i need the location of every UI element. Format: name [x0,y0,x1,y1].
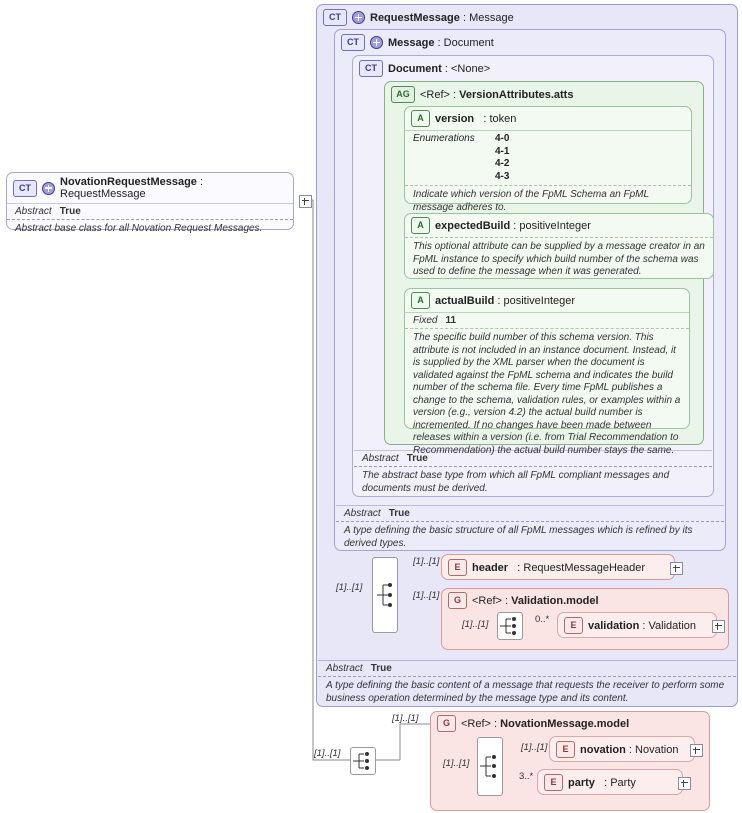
node-type: RequestMessage [60,188,146,200]
message-type: Document [443,36,494,49]
attribute-type: positiveInteger [519,219,591,232]
request-message-name: RequestMessage [370,11,460,24]
expand-toggle-left-node[interactable] [299,195,312,208]
request-message-footer [318,660,736,710]
group-header [442,589,728,612]
enum-value: 4-3 [495,170,510,182]
ref-label: <Ref> [461,717,491,730]
request-message-description: A type defining the basic content of a message that requests the receiver to perform some business operation determined by the message type and its content. [326,680,725,704]
attribute-group-header [385,82,703,106]
abstract-row [318,661,736,676]
complex-type-icon: CT [341,34,365,51]
message-footer [336,505,724,555]
root-sequence-multiplicity: [1]..[1] [314,748,341,759]
ref-label: <Ref> [420,88,450,101]
element-icon: E [564,617,583,634]
request-message-type: Message [469,11,514,24]
attribute-title: version : token [435,112,517,125]
attribute-description: Indicate which version of the FpML Schema an FpML message adheres to. [413,189,649,213]
element-novation[interactable] [549,736,695,762]
abstract-label: Abstract [15,206,52,217]
abstract-row [336,506,724,521]
attribute-group-icon: AG [391,86,415,103]
expand-toggle-validation[interactable] [712,620,725,633]
attribute-type: token [489,112,517,125]
enum-value: 4-0 [495,133,510,144]
sequence-compositor-message[interactable] [372,557,398,633]
party-occurrence: 3..* [519,771,534,782]
ref-label: <Ref> [472,594,502,607]
group-name: Validation.model [511,594,599,607]
attribute-group-name: VersionAttributes.atts [459,88,574,101]
element-title: validation : Validation [588,619,697,632]
attribute-header [405,289,689,312]
group-header [431,712,709,735]
node-type-sep: : [200,176,204,188]
element-name: header [472,561,509,574]
message-title: Message : Document [388,36,494,49]
attribute-icon: A [411,292,430,309]
document-name: Document [388,62,442,75]
element-header[interactable] [441,554,675,580]
abstract-label: Abstract [344,508,381,519]
complex-type-icon: CT [13,180,37,197]
element-type: Novation [635,743,679,756]
abstract-value: True [59,206,81,217]
attribute-actual-build[interactable] [404,288,690,456]
element-type: Validation [648,619,697,632]
sequence-compositor-root[interactable] [350,747,376,775]
expand-toggle-party[interactable] [678,777,691,790]
node-novation-request-message[interactable] [6,172,294,234]
message-name: Message [388,36,435,49]
fixed-value: 11 [445,315,457,326]
node-name: NovationRequestMessage [60,176,197,188]
group-title: <Ref> : Validation.model [472,594,599,607]
element-title: party : Party [568,776,636,789]
fixed-label: Fixed [413,315,438,326]
expand-dot-icon[interactable] [352,11,365,24]
group-icon: G [448,592,467,609]
attribute-name: expectedBuild [435,219,511,232]
element-type: RequestMessageHeader [523,561,646,574]
element-title: novation : Novation [580,743,679,756]
node-title [60,176,287,200]
sequence-compositor-novation[interactable] [477,737,503,796]
sequence-multiplicity: [1]..[1] [336,582,363,593]
enumerations-row [405,131,691,185]
group-icon: G [437,715,456,732]
complex-type-icon: CT [323,9,347,26]
attribute-name: version [435,112,475,125]
element-name: party [568,776,595,789]
enum-value: 4-2 [495,158,510,169]
fixed-row [405,313,689,328]
attribute-description: The specific build number of this schema version. This attribute is not included in an instance document. Instead, it is supplied by the XML parser when the document is validated against the FpML schema and indicates the build number of the schema file. Every time FpML publishes a change to the schema, validation rules, or examples within a version (e.g., version 4.2) the actual build number is incremented. If no changes have been made between releases within a version (i.e. from Trial Recommendation to Recommendation) the actual build number stays the same. [413,332,681,456]
node-header [7,173,293,203]
attribute-group-title: <Ref> : VersionAttributes.atts [420,88,574,101]
request-message-header [317,5,737,29]
document-title: Document : <None> [388,62,491,75]
expand-toggle-novation[interactable] [690,744,703,757]
abstract-value: True [406,453,428,464]
group-title: <Ref> : NovationMessage.model [461,717,630,730]
validation-seq-multiplicity: [1]..[1] [462,619,489,630]
attribute-icon: A [411,110,430,127]
element-party[interactable] [537,769,683,795]
node-description: Abstract base class for all Novation Request Messages. [15,223,263,234]
attribute-description: This optional attribute can be supplied by a message creator in an FpML instance to specify which build number of the schema was used to define the message when it was generated. [413,241,705,277]
element-icon: E [448,559,467,576]
abstract-label: Abstract [326,663,363,674]
document-type: <None> [450,62,491,75]
abstract-label: Abstract [362,453,399,464]
novation-seq-multiplicity: [1]..[1] [443,758,470,769]
attribute-title: actualBuild : positiveInteger [435,294,576,307]
request-message-title: RequestMessage : Message [370,11,514,24]
expand-dot-icon[interactable] [370,36,383,49]
expand-dot-icon[interactable] [42,182,55,195]
abstract-row [7,204,293,219]
attribute-expected-build[interactable] [404,213,714,279]
attribute-header [405,107,691,130]
novation-model-multiplicity: [1]..[1] [392,713,419,724]
group-name: NovationMessage.model [500,717,630,730]
enumerations-label: Enumerations [413,133,475,144]
element-type: Party [610,776,636,789]
element-name: novation [580,743,626,756]
element-header-row [538,770,682,794]
validation-model-multiplicity: [1]..[1] [413,590,440,601]
abstract-value: True [388,508,410,519]
validation-occurrence: 0..* [535,614,550,625]
message-description: A type defining the basic structure of all FpML messages which is refined by its derived types. [344,525,693,549]
attribute-title: expectedBuild : positiveInteger [435,219,591,232]
element-icon: E [556,741,575,758]
complex-type-icon: CT [359,60,383,77]
attribute-type: positiveInteger [503,294,576,307]
sequence-compositor-validation[interactable] [497,612,523,640]
document-description: The abstract base type from which all FpML compliant messages and documents must be derived. [362,470,670,494]
element-name: validation [588,619,640,632]
element-header-row [442,555,674,579]
document-header [353,56,713,80]
novation-multiplicity: [1]..[1] [521,742,548,753]
message-header [335,30,725,54]
attribute-name: actualBuild [435,294,495,307]
abstract-value: True [370,663,392,674]
element-title: header : RequestMessageHeader [472,561,646,574]
attribute-header [405,214,713,237]
attribute-version[interactable] [404,106,692,213]
element-header-row [550,737,694,761]
element-validation[interactable] [557,612,717,638]
header-multiplicity: [1]..[1] [413,556,440,567]
element-icon: E [544,774,563,791]
enumerations-values [495,133,509,183]
expand-toggle-header[interactable] [670,562,683,575]
element-header-row [558,613,716,637]
enum-value: 4-1 [495,145,510,157]
attribute-icon: A [411,217,430,234]
